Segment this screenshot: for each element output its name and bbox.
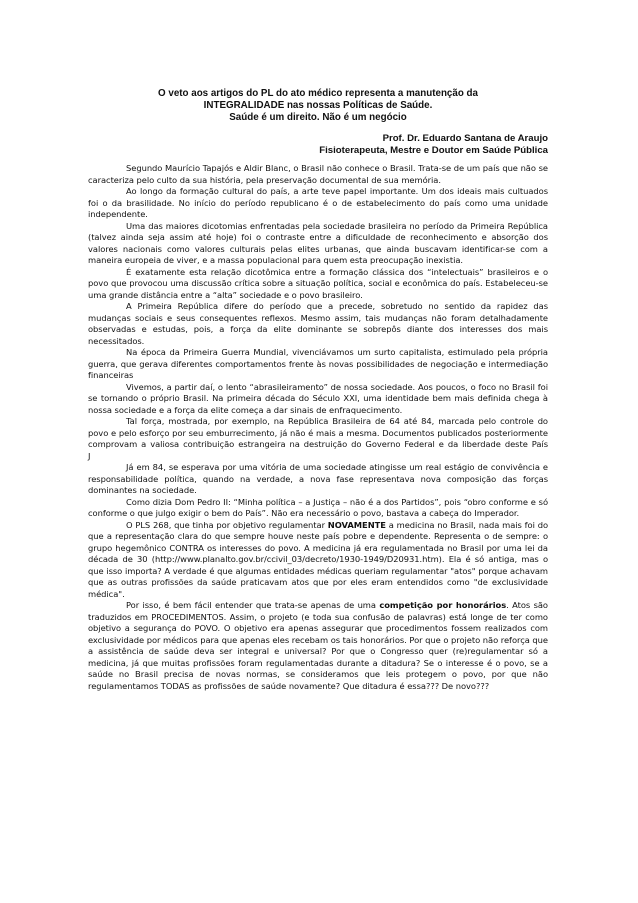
paragraph-11-rest: a medicina no Brasil, nada mais foi do que a representação clara do que sempre houve neste país pobre e dependente. Representa o de sempre: o grupo hegemônico CONTRA os interesses do povo. A medicina já era regulamentada no Brasil por uma lei da década de 30 (http://www.planalto.gov.br/ccivil_03/decreto/1930-1949/D20931.htm). Ela é só antiga, mas o que isso importa? A verdade é que algumas entidades médicas queriam regulamentar "atos" porque achavam que as outras profissões da saúde praticavam atos que por eles eram entendidos como "de exclusividade médica". xyxy=(88,519,548,599)
paragraph-10: Como dizia Dom Pedro II: “Minha política – a Justiça – não é a dos Partidos”, pois “obro conforme e só conforme o que julgo exigir o bem do País”. Não era necessário o povo, bastava a cabeça do Imperador. xyxy=(88,496,548,518)
paragraph-5: A Primeira República difere do período que a precede, sobretudo no sentido da rapidez das mudanças sociais e seus consequentes reflexos. Mesmo assim, tais mudanças não foram detalhadamente observadas e estudas, pois, a força da elite dominante se sobrepôs diante dos interesses dos mais necessitados. xyxy=(88,301,548,346)
paragraph-11-emphasis: NOVAMENTE xyxy=(327,519,386,530)
paragraph-8: Tal força, mostrada, por exemplo, na República Brasileira de 64 até 84, marcada pelo controle do povo e pelo esforço por seu emburrecimento, já não é mais a mesma. Documentos publicados posteriormente comprovam a valiosa contribuição estrangeira na destruição do Governo Federal e da liberdade deste País J xyxy=(88,416,569,461)
document-title xyxy=(88,88,548,124)
title-line-3: Saúde é um direito. Não é um negócio xyxy=(229,112,407,123)
title-line-1: O veto aos artigos do PL do ato médico representa a manutenção da xyxy=(158,88,478,99)
paragraph-4: É exatamente esta relação dicotômica entre a formação clássica dos “intelectuais” brasileiros e o povo que provocou uma discussão crítica sobre a situação política, social e econômica do país. Estabeleceu-se uma grande distância entre a “alta” sociedade e o povo brasileiro. xyxy=(88,266,548,300)
paragraph-6: Na época da Primeira Guerra Mundial, vivenciávamos um surto capitalista, estimulado pela própria guerra, que gerava diferentes comportamentos frente às novas possibilidades de negociação e intermediação financeiras xyxy=(88,347,548,380)
paragraph-11 xyxy=(88,520,548,601)
paragraph-11-start: O PLS 268, que tinha por objetivo regulamentar xyxy=(126,519,328,530)
title-line-2: INTEGRALIDADE nas nossas Políticas de Saúde. xyxy=(203,100,433,111)
paragraph-9: Já em 84, se esperava por uma vitória de uma sociedade atingisse um real estágio de convivência e responsabilidade política, quando na verdade, a nova fase representava nova composição das forças dominantes na sociedade. xyxy=(88,462,548,495)
article-body xyxy=(88,163,569,692)
paragraph-2: Ao longo da formação cultural do país, a arte teve papel importante. Um dos ideais mais cultuados foi o da brasilidade. No início do período republicano é o de estabelecimento do país como uma unidade independente. xyxy=(88,186,548,219)
paragraph-12-emphasis: competição por honorários xyxy=(379,600,507,610)
document-page xyxy=(88,88,569,692)
paragraph-12 xyxy=(88,600,548,692)
paragraph-12-rest: . Atos são traduzidos em PROCEDIMENTOS. Assim, o projeto (e toda sua confusão de palavras) está longe de ter como objetivo a segurança do POVO. O objetivo era apenas assegurar que procedimentos fossem realizados com exclusividade por médicos para que apenas eles recebam os tais honorários. Por que o projeto não reforça que a assistência de saúde deva ser integral e universal? Por que o Congresso quer (re)regulamentar só a medicina, já que muitas profissões foram regulamentadas durante a ditadura? Se o interesse é o povo, se a saúde no Brasil precisa de novas normas, se consideramos que leis protegem o povo, por que não regulamentamos TODAS as profissões de saúde novamente? Que ditadura é essa??? De novo??? xyxy=(88,600,548,691)
author-name: Prof. Dr. Eduardo Santana de Araujo xyxy=(382,133,548,144)
paragraph-1: Segundo Maurício Tapajós e Aldir Blanc, o Brasil não conhece o Brasil. Trata-se de um país que não se caracteriza pelo culto da sua história, pela preservação documental de sua memória. xyxy=(88,163,548,185)
paragraph-7: Vivemos, a partir daí, o lento “abrasileiramento” de nossa sociedade. Aos poucos, o foco no Brasil foi se tornando o próprio Brasil. Na primeira década do Século XXI, uma identidade bem mais definida chega à nossa sociedade e a força da elite começa a dar sinais de enfraquecimento. xyxy=(88,381,548,415)
author-role: Fisioterapeuta, Mestre e Doutor em Saúde Pública xyxy=(319,145,548,156)
paragraph-3: Uma das maiores dicotomias enfrentadas pela sociedade brasileira no período da Primeira República (talvez ainda seja assim até hoje) foi o contraste entre a dificuldade de reconhecimento e absorção dos valores nacionais como valores culturais pelas elites urbanas, que ainda buscavam identificar-se com a maneira europeia de viver, e a massa populacional para quem esta preocupação inexistia. xyxy=(88,220,548,265)
paragraph-12-start: Por isso, é bem fácil entender que trata-se apenas de uma xyxy=(126,600,380,610)
author-block xyxy=(88,133,548,157)
